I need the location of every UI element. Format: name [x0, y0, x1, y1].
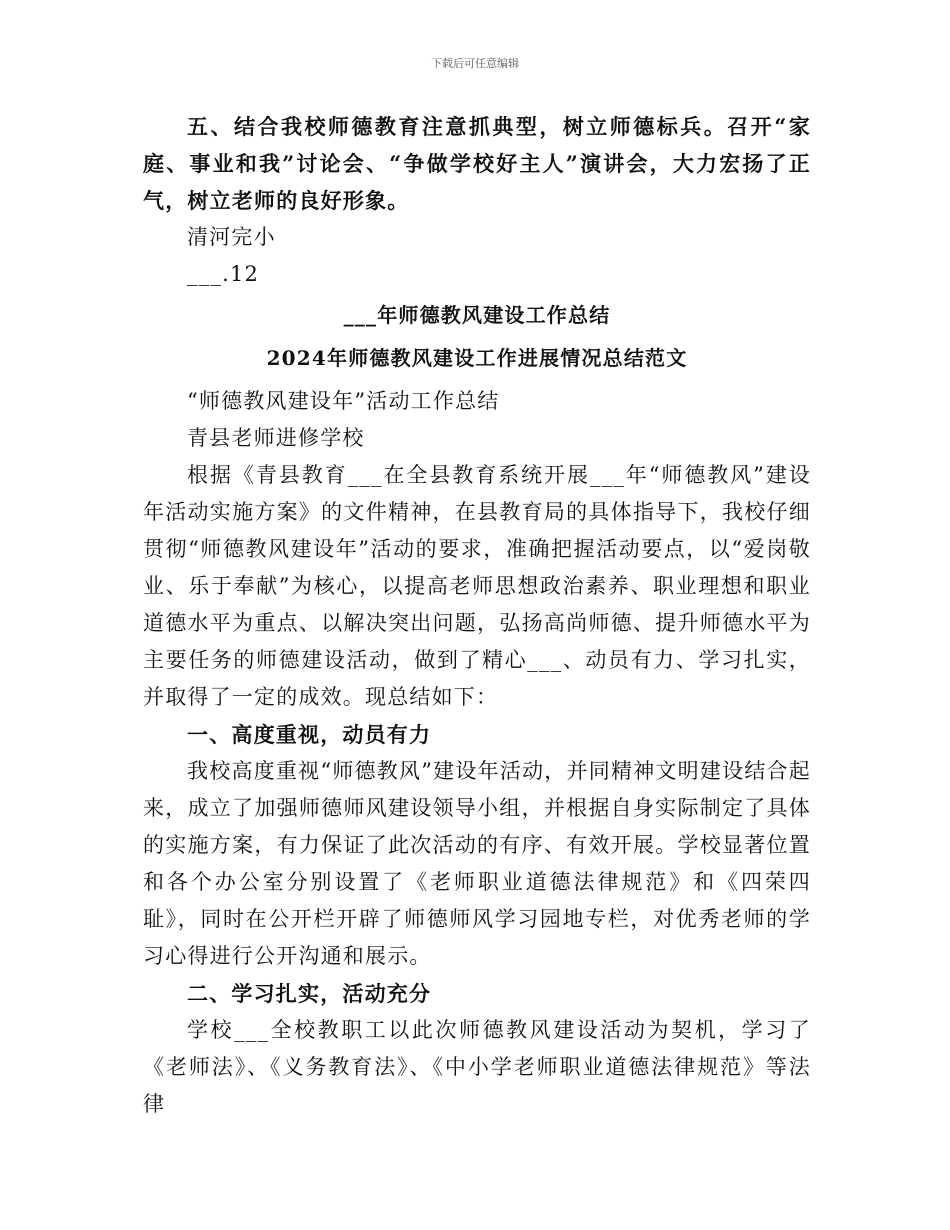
section-heading-two: 二、学习扎实，活动充分: [187, 981, 432, 1006]
document-subtitle: 2024年师德教风建设工作进展情况总结范文: [266, 346, 688, 370]
activity-summary-title: “师德教风建设年”活动工作总结: [187, 389, 500, 413]
document-body: [143, 108, 811, 1123]
document-title: ___年师德教风建设工作总结: [343, 303, 611, 327]
header-note: 下载后可任意编辑: [431, 57, 519, 70]
section-one-paragraph: 我校高度重视“师德教风”建设年活动，并同精神文明建设结合起来，成立了加强师德师风建设领导小组，并根据自身实际制定了具体的实施方案，有力保证了此次活动的有序、有效开展。学校显著位置和各个办公室分别设置了《老师职业道德法律规范》和《四荣四耻》，同时在公开栏开辟了师德师风学习园地专栏，对优秀老师的学习心得进行公开沟通和展示。: [143, 759, 811, 968]
paragraph-item-five: 五、结合我校师德教育注意抓典型，树立师德标兵。召开“家庭、事业和我”讨论会、“争做学校好主人”演讲会，大力宏扬了正气，树立老师的良好形象。: [143, 114, 811, 213]
section-two-paragraph: 学校___全校教职工以此次师德教风建设活动为契机，学习了《老师法》、《义务教育法》、《中小学老师职业道德法律规范》等法律: [143, 1018, 811, 1116]
school-name: 清河完小: [187, 225, 276, 249]
intro-paragraph: 根据《青县教育___在全县教育系统开展___年“师德教风”建设年活动实施方案》的文件精神，在县教育局的具体指导下，我校仔细贯彻“师德教风建设年”活动的要求，准确把握活动要点，以“爱岗敬业、乐于奉献”为核心，以提高老师思想政治素养、职业理想和职业道德水平为重点、以解决突出问题，弘扬高尚师德、提升师德水平为主要任务的师德建设活动，做到了精心___、动员有力、学习扎实，并取得了一定的成效。现总结如下：: [143, 463, 811, 709]
section-heading-one: 一、高度重视，动员有力: [187, 722, 432, 747]
institution-name: 青县老师进修学校: [187, 426, 365, 450]
date-line: ___.12: [187, 262, 260, 286]
